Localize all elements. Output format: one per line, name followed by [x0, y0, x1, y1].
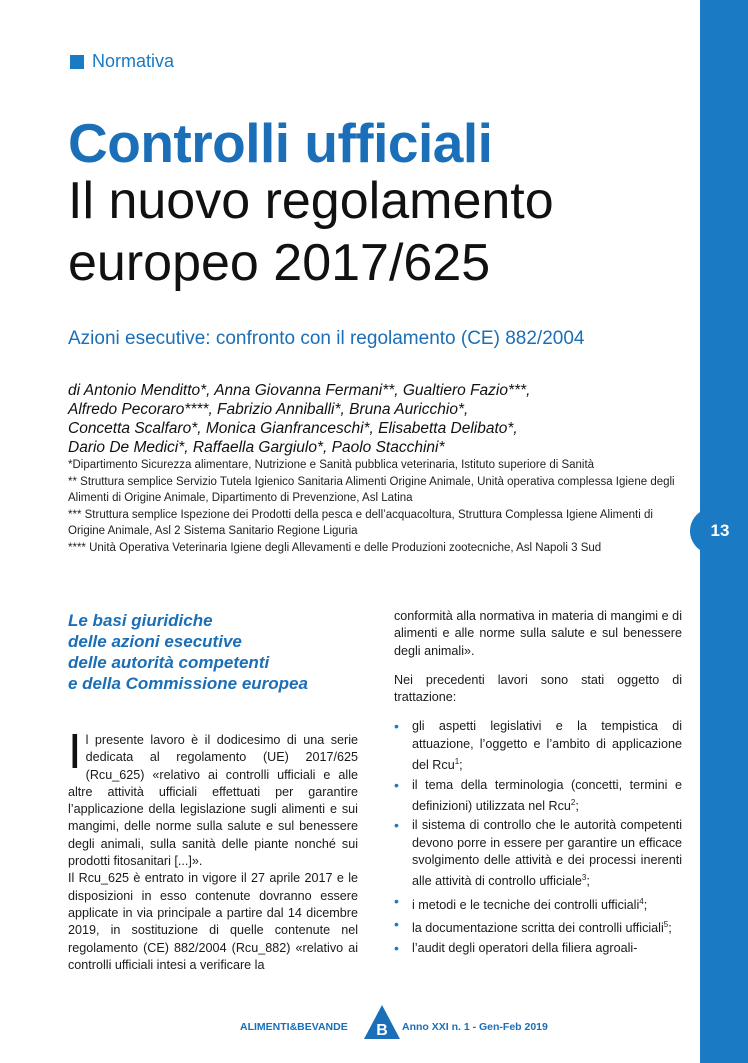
affiliation: **** Unità Operativa Veterinaria Igiene degli Allevamenti e delle Produzioni zootecniche, Asl Napoli 3 Sud — [68, 541, 602, 554]
page-number-badge — [690, 508, 748, 554]
paragraph: conformità alla normativa in materia di mangimi e di alimenti e alle norme sulla salute e sul benessere degli animali». — [394, 609, 682, 658]
issue-info: Anno XXI n. 1 - Gen-Feb 2019 — [402, 1021, 548, 1033]
section-label: Normativa — [92, 51, 175, 71]
section-tag — [70, 51, 174, 72]
magazine-logo-icon — [364, 1005, 400, 1039]
heading-line: delle azioni esecutive — [68, 632, 242, 651]
list-item: • i metodi e le tecniche dei controlli ufficiali$^4$; — [394, 893, 682, 914]
right-column — [394, 608, 682, 959]
author-line: Dario De Medici*, Raffaella Gargiulo*, Paolo Stacchini* — [68, 439, 445, 456]
section-heading — [68, 610, 358, 694]
author-line: Alfredo Pecoraro****, Fabrizio Anniballi*, Bruna Auricchio*, — [68, 401, 469, 418]
drop-cap: I — [68, 725, 82, 779]
affiliation: *** Struttura semplice Ispezione dei Prodotti della pesca e dell’acquacoltura, Struttura Complessa Igiene Alimenti di Origine Animale, Asl 2 Sistema Sanitario Regione Liguria — [68, 508, 653, 537]
title-line-2: europeo 2017/625 — [68, 234, 491, 292]
topic-list — [394, 718, 682, 957]
magazine-brand: ALIMENTI&BEVANDE — [240, 1021, 348, 1033]
title-line-1: Il nuovo regolamento — [68, 172, 554, 230]
left-column — [68, 610, 358, 974]
page-footer — [240, 1005, 560, 1045]
list-item: • gli aspetti legislativi e la tempistica di attuazione, l’oggetto e l’ambito di applicazione del Rcu$^1$; — [394, 718, 682, 774]
paragraph: Nei precedenti lavori sono stati oggetto di trattazione: — [394, 672, 682, 705]
square-bullet-icon — [70, 55, 84, 69]
author-line: Concetta Scalfaro*, Monica Gianfranceschi*, Elisabetta Delibato*, — [68, 420, 518, 437]
heading-line: e della Commissione europea — [68, 674, 308, 693]
svg-text:B: B — [376, 1022, 388, 1039]
title-highlight: Controlli ufficiali — [68, 112, 493, 174]
list-item: • la documentazione scritta dei controlli ufficiali$^5$; — [394, 916, 682, 937]
affiliations — [68, 457, 678, 556]
heading-line: Le basi giuridiche — [68, 611, 213, 630]
subtitle: Azioni esecutive: confronto con il regolamento (CE) 882/2004 — [68, 328, 585, 349]
paragraph: Il Rcu_625 è entrato in vigore il 27 aprile 2017 e le disposizioni in esso contenute dovranno essere applicate in via principale a partire dal 14 dicembre 2019, in sostituzione di quelle contenute nel regolamento (CE) 882/2004 (Rcu_882) «relativo ai controlli ufficiali intesi a verificare la — [68, 871, 358, 972]
author-line: di Antonio Menditto*, Anna Giovanna Fermani**, Gualtiero Fazio***, — [68, 382, 531, 399]
affiliation: ** Struttura semplice Servizio Tutela Igienico Sanitaria Alimenti Origine Animale, Unità operativa complessa Igiene degli Alimenti di Origine Animale, Dipartimento di Prevenzione, Asl Latina — [68, 475, 675, 504]
list-item: • il sistema di controllo che le autorità competenti devono porre in essere per garantire un efficace svolgimento delle attività e dei processi inerenti alle attività di controllo ufficiale$^3$; — [394, 817, 682, 890]
list-item: • il tema della terminologia (concetti, termini e definizioni) utilizzata nel Rcu$^2$; — [394, 777, 682, 816]
title-main — [68, 170, 554, 294]
heading-line: delle autorità competenti — [68, 653, 270, 672]
author-list — [68, 381, 530, 457]
list-item: • l’audit degli operatori della filiera agroali- — [394, 940, 682, 957]
paragraph — [68, 725, 358, 870]
affiliation: *Dipartimento Sicurezza alimentare, Nutrizione e Sanità pubblica veterinaria, Istituto superiore di Sanità — [68, 459, 595, 471]
intro-paragraph-block — [68, 725, 358, 974]
paragraph-text: l presente lavoro è il dodicesimo di una serie dedicata al regolamento (UE) 2017/625 (Rcu_625) «relativo ai controlli ufficiali e alle altre attività ufficiali effettuati per garantire l’applicazione della legislazione sugli alimenti e sui mangimi, delle norme sulla salute e sul benessere degli animali, sulla sanità delle piante nonché sui prodotti fitosanitari [...]». — [68, 733, 358, 869]
page-number: 13 — [710, 521, 730, 540]
